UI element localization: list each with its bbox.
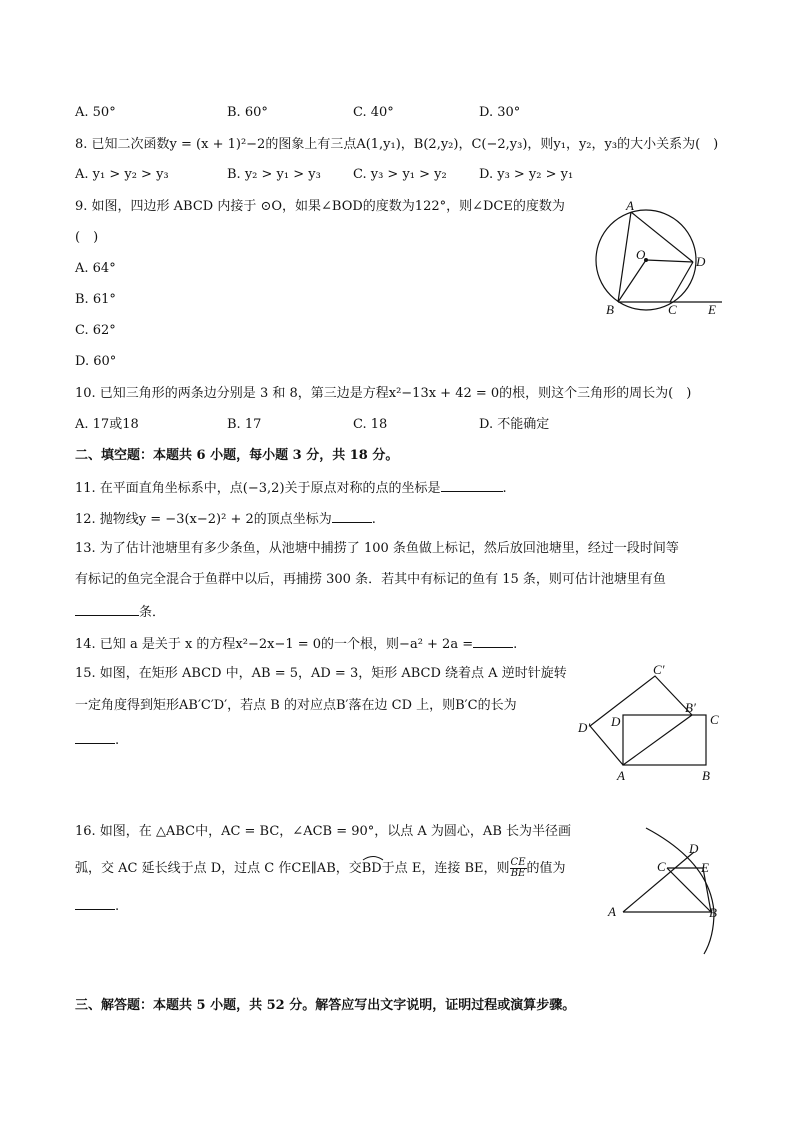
section-3-heading: 三、解答题：本题共 5 小题，共 52 分。解答应写出文字说明，证明过程或演算步骤。 xyxy=(75,998,576,1013)
q9-label-a: A xyxy=(626,198,634,213)
q16-arc-bd xyxy=(362,860,382,878)
section-2-heading: 二、填空题：本题共 6 小题，每小题 3 分，共 18 分。 xyxy=(75,448,399,463)
q15-label-a: A xyxy=(617,768,625,783)
q13-answer-blank xyxy=(75,602,139,616)
q12-answer-blank xyxy=(332,509,372,523)
q16-label-a: A xyxy=(608,904,616,919)
q7-option-a: A. 50° xyxy=(75,105,116,120)
q13-line-2: 有标记的鱼完全混合于鱼群中以后，再捕捞 300 条．若其中有标记的鱼有 15 条，则可估计池塘里有鱼 xyxy=(75,572,666,587)
q9-label-c: C xyxy=(668,302,677,317)
q7-option-b: B. 60° xyxy=(227,105,268,120)
q11-tail: . xyxy=(502,481,507,496)
q16-frac-num: CE xyxy=(510,857,526,868)
q10-option-b: B. 17 xyxy=(227,417,262,432)
q8-option-a: A. y₁ > y₂ > y₃ xyxy=(75,167,169,182)
q9-paren: ( ) xyxy=(75,230,99,245)
q15-label-c: C xyxy=(710,712,719,727)
q15-label-d-prime: D′ xyxy=(578,720,591,735)
q13-tail: 条． xyxy=(139,605,166,620)
q16-line-2c: 的值为 xyxy=(526,861,566,876)
q8-option-d: D. y₃ > y₂ > y₁ xyxy=(479,167,574,182)
q13-line-3 xyxy=(75,602,165,622)
q9-label-e: E xyxy=(708,302,716,317)
q16-label-e: E xyxy=(701,860,709,875)
q15-label-c-prime: C′ xyxy=(653,662,665,677)
q16-line-2 xyxy=(75,858,566,879)
q10-stem: 10. 已知三角形的两条边分别是 3 和 8，第三边是方程x²−13x + 42 = 0的根，则这个三角形的周长为( ) xyxy=(75,386,692,401)
q7-option-d: D. 30° xyxy=(479,105,521,120)
q14-answer-blank xyxy=(473,634,513,648)
q10-option-a: A. 17或18 xyxy=(75,417,139,432)
q9-option-b: B. 61° xyxy=(75,292,116,307)
q14 xyxy=(75,634,517,654)
q16-answer-blank xyxy=(75,896,115,910)
q15-label-b-prime: B′ xyxy=(685,700,696,715)
q8-option-b: B. y₂ > y₁ > y₃ xyxy=(227,167,321,182)
q16-figure xyxy=(600,822,730,957)
q15-label-d: D xyxy=(611,714,621,729)
q15-label-b: B xyxy=(702,768,710,783)
q9-option-c: C. 62° xyxy=(75,323,116,338)
q14-tail: . xyxy=(513,637,518,652)
q11 xyxy=(75,478,507,498)
q7-option-c: C. 40° xyxy=(353,105,394,120)
q9-label-d: D xyxy=(696,254,706,269)
q15-line-1: 15. 如图，在矩形 ABCD 中，AB = 5，AD = 3，矩形 ABCD 绕着点 A 逆时针旋转 xyxy=(75,666,567,681)
q16-line-1: 16. 如图，在 △ABC中，AC = BC，∠ACB = 90°，以点 A 为圆心，AB 长为半径画 xyxy=(75,824,572,839)
q16-fraction xyxy=(510,858,527,879)
q15-answer-blank xyxy=(75,730,115,744)
q16-arc-label: BD xyxy=(361,861,382,876)
q16-line-2b: 于点 E，连接 BE，则 xyxy=(381,861,510,876)
q9-stem: 9. 如图，四边形 ABCD 内接于 ⊙O，如果∠BOD的度数为122°，则∠DCE的度数为 xyxy=(75,199,565,214)
q10-option-d: D. 不能确定 xyxy=(479,417,550,432)
q9-option-d: D. 60° xyxy=(75,354,117,369)
q11-stem: 11. 在平面直角坐标系中，点(−3,2)关于原点对称的点的坐标是 xyxy=(75,481,441,496)
q12 xyxy=(75,509,376,529)
q13-line-1: 13. 为了估计池塘里有多少条鱼，从池塘中捕捞了 100 条鱼做上标记，然后放回池塘里，经过一段时间等 xyxy=(75,541,679,556)
q15-figure xyxy=(575,660,725,785)
q15-tail: . xyxy=(115,733,120,748)
q16-line-3 xyxy=(75,896,119,916)
q8-option-c: C. y₃ > y₁ > y₂ xyxy=(353,167,447,182)
q16-line-2a: 弧，交 AC 延长线于点 D，过点 C 作CE∥AB，交 xyxy=(75,861,362,876)
q10-option-c: C. 18 xyxy=(353,417,388,432)
q15-line-2: 一定角度得到矩形AB′C′D′，若点 B 的对应点B′落在边 CD 上，则B′C的长为 xyxy=(75,698,517,713)
q15-line-3 xyxy=(75,730,119,750)
q9-option-a: A. 64° xyxy=(75,261,116,276)
q9-figure xyxy=(590,195,730,320)
q16-tail: . xyxy=(115,899,120,914)
q14-stem: 14. 已知 a 是关于 x 的方程x²−2x−1 = 0的一个根，则−a² + 2a = xyxy=(75,637,474,652)
q12-tail: . xyxy=(371,512,376,527)
q16-label-c: C xyxy=(657,859,666,874)
q11-answer-blank xyxy=(441,478,503,492)
q12-stem: 12. 抛物线y = −3(x−2)² + 2的顶点坐标为 xyxy=(75,512,332,527)
q9-label-o: O xyxy=(636,247,646,262)
q16-label-b: B xyxy=(709,905,717,920)
arc-mark-icon xyxy=(362,855,384,861)
q8-stem: 8. 已知二次函数y = (x + 1)²−2的图象上有三点A(1,y₁)，B(2,y₂)，C(−2,y₃)，则y₁，y₂，y₃的大小关系为( ) xyxy=(75,137,719,152)
q16-frac-den: BE xyxy=(510,868,526,879)
q9-label-b: B xyxy=(606,302,614,317)
q16-label-d: D xyxy=(689,841,699,856)
